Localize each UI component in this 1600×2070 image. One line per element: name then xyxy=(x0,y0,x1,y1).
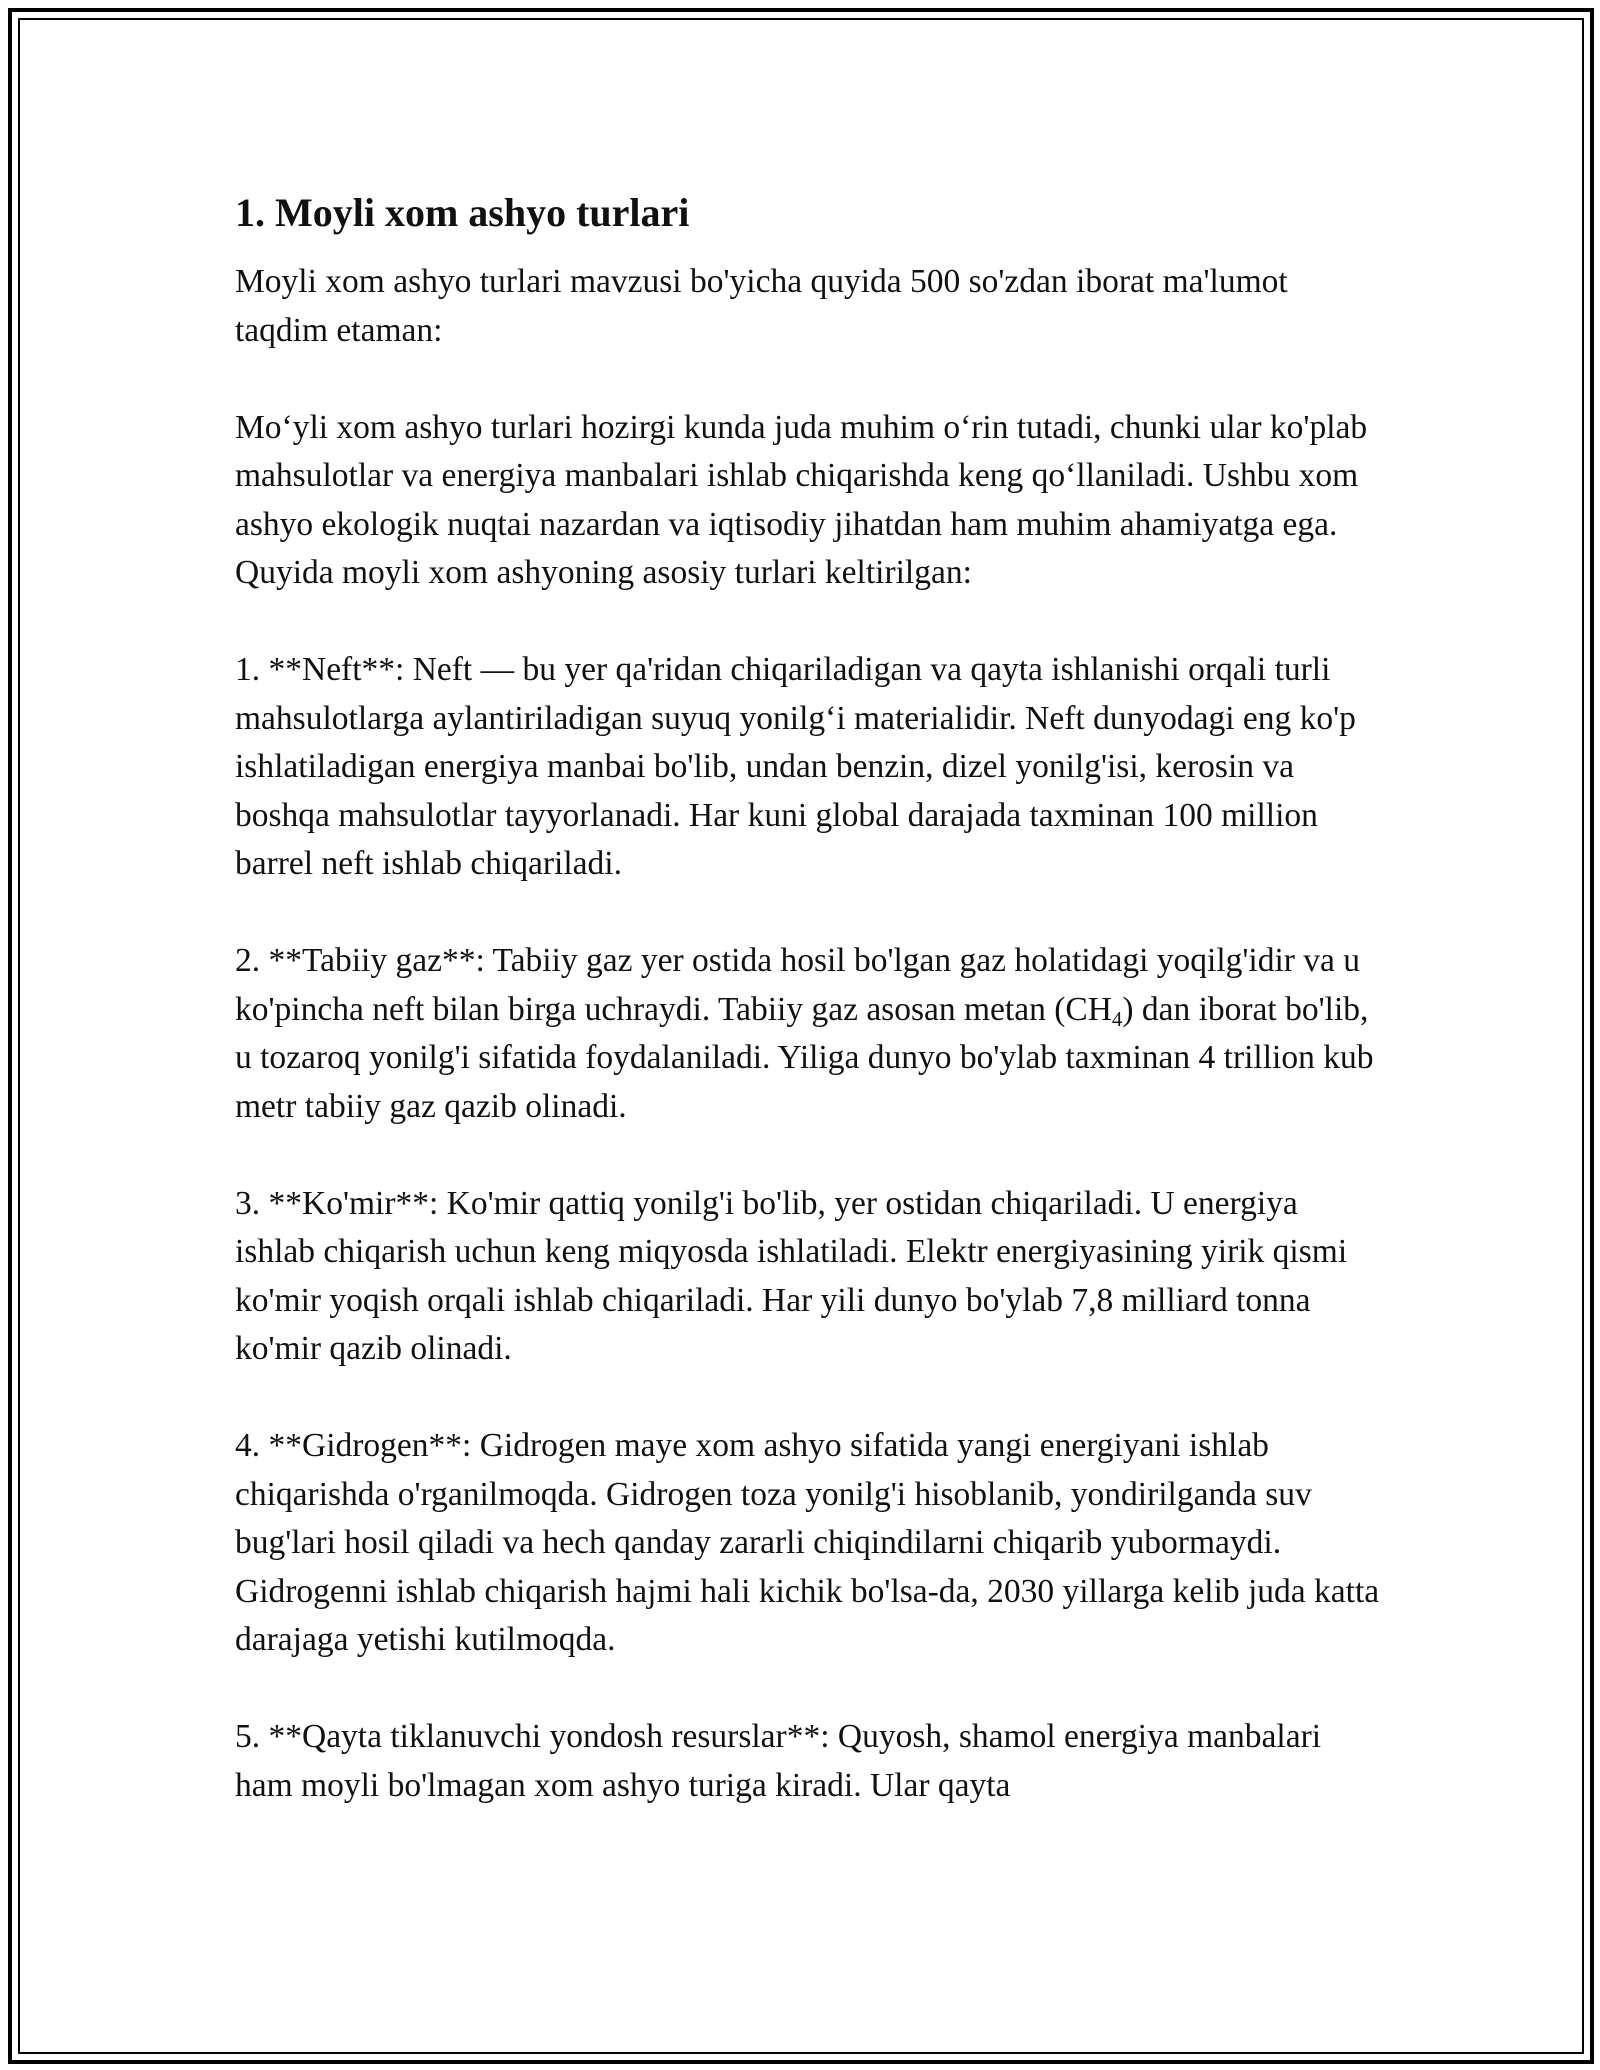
list-item-tabiiy-gaz xyxy=(235,937,1380,1131)
document-body xyxy=(235,186,1380,1859)
methane-subscript: 4 xyxy=(1111,1007,1123,1031)
tabiiy-gaz-text-after: ) dan iborat bo'lib, u tozaroq yonilg'i sifatida foydalaniladi. Yiliga dunyo bo'ylab taxminan 4 trillion kub metr tabiiy gaz qazib olinadi. xyxy=(235,990,1374,1125)
overview-paragraph: Mo‘yli xom ashyo turlari hozirgi kunda juda muhim o‘rin tutadi, chunki ular ko'plab mahsulotlar va energiya manbalari ishlab chiqarishda keng qo‘llaniladi. Ushbu xom ashyo ekologik nuqtai nazardan va iqtisodiy jihatdan ham muhim ahamiyatga ega. Quyida moyli xom ashyoning asosiy turlari keltirilgan: xyxy=(235,408,1368,591)
list-item-gidrogen: 4. **Gidrogen**: Gidrogen maye xom ashyo sifatida yangi energiyani ishlab chiqarishda o'rganilmoqda. Gidrogen toza yonilg'i hisoblanib, yondirilganda suv bug'lari hosil qiladi va hech qanday zararli chiqindilarni chiqarib yubormaydi. Gidrogenni ishlab chiqarish hajmi hali kichik bo'lsa-da, 2030 yillarga kelib juda katta darajaga yetishi kutilmoqda. xyxy=(235,1427,1380,1658)
list-item-qayta-tiklanuvchi: 5. **Qayta tiklanuvchi yondosh resurslar**: Quyosh, shamol energiya manbalari ham moyli bo'lmagan xom ashyo turiga kiradi. Ular qayta xyxy=(235,1718,1322,1804)
intro-paragraph: Moyli xom ashyo turlari mavzusi bo'yicha quyida 500 so'zdan iborat ma'lumot taqdim etaman: xyxy=(235,263,1288,349)
section-heading: 1. Moyli xom ashyo turlari xyxy=(235,190,690,235)
list-item-komir: 3. **Ko'mir**: Ko'mir qattiq yonilg'i bo'lib, yer ostidan chiqariladi. U energiya ishlab chiqarish uchun keng miqyosda ishlatiladi. Elektr energiyasining yirik qismi ko'mir yoqish orqali ishlab chiqariladi. Har yili dunyo bo'ylab 7,8 milliard tonna ko'mir qazib olinadi. xyxy=(235,1184,1348,1367)
list-item-neft: 1. **Neft**: Neft — bu yer qa'ridan chiqariladigan va qayta ishlanishi orqali turli mahsulotlarga aylantiriladigan suyuq yonilg‘i materialidir. Neft dunyodagi eng ko'p ishlatiladigan energiya manbai bo'lib, undan benzin, dizel yonilg'isi, kerosin va boshqa mahsulotlar tayyorlanadi. Har kuni global darajada taxminan 100 million barrel neft ishlab chiqariladi. xyxy=(235,651,1356,882)
tabiiy-gaz-text-before: 2. **Tabiiy gaz**: Tabiiy gaz yer ostida hosil bo'lgan gaz holatidagi yoqilg'idir va u ko'pincha neft bilan birga uchraydi. Tabiiy gaz asosan metan (CH xyxy=(235,942,1361,1028)
